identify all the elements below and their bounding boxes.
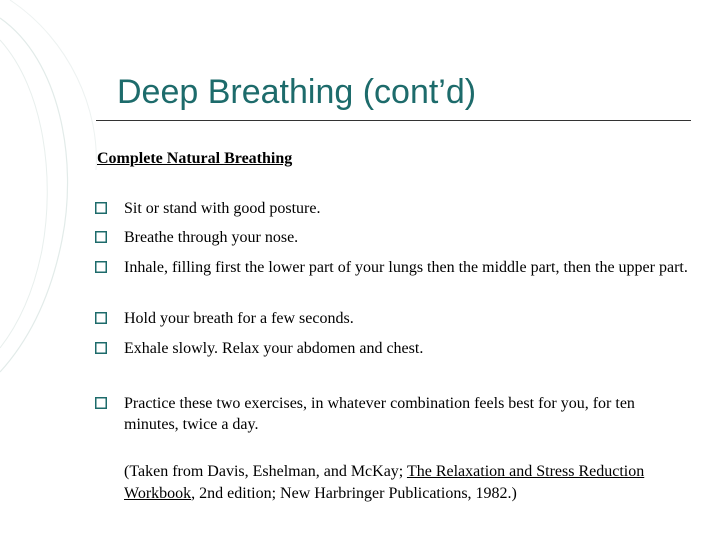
list-item — [124, 227, 690, 248]
slide-title: Deep Breathing (cont’d) — [117, 73, 477, 111]
list-item-text: Breathe through your nose. — [124, 229, 299, 246]
list-item-text: Practice these two exercises, in whatever combination feels best for you, for ten minutes, twice a day. — [124, 395, 635, 433]
hollow-square-bullet-icon — [95, 342, 107, 354]
citation-note — [124, 461, 690, 505]
list-item — [124, 257, 690, 278]
list-item-text: Hold your breath for a few seconds. — [124, 310, 354, 327]
list-item-text: Sit or stand with good posture. — [124, 200, 321, 217]
hollow-square-bullet-icon — [95, 261, 107, 273]
hollow-square-bullet-icon — [95, 231, 107, 243]
hollow-square-bullet-icon — [95, 202, 107, 214]
citation-prefix: (Taken from Davis, Eshelman, and McKay; — [124, 463, 407, 480]
citation-suffix: , 2nd edition; New Harbringer Publications, 1982.) — [191, 485, 517, 502]
list-item — [124, 308, 690, 329]
hollow-square-bullet-icon — [95, 397, 107, 409]
list-item-text: Inhale, filling first the lower part of your lungs then the middle part, then the upper part. — [124, 259, 688, 276]
section-subtitle: Complete Natural Breathing — [97, 150, 293, 167]
list-item-text: Exhale slowly. Relax your abdomen and chest. — [124, 340, 424, 357]
list-item — [124, 338, 690, 359]
citation-book-title: The Relaxation and Stress Reduction Workbook — [124, 463, 645, 502]
hollow-square-bullet-icon — [95, 312, 107, 324]
title-underline-rule — [96, 120, 691, 121]
list-item — [124, 198, 690, 219]
list-item — [124, 393, 690, 435]
